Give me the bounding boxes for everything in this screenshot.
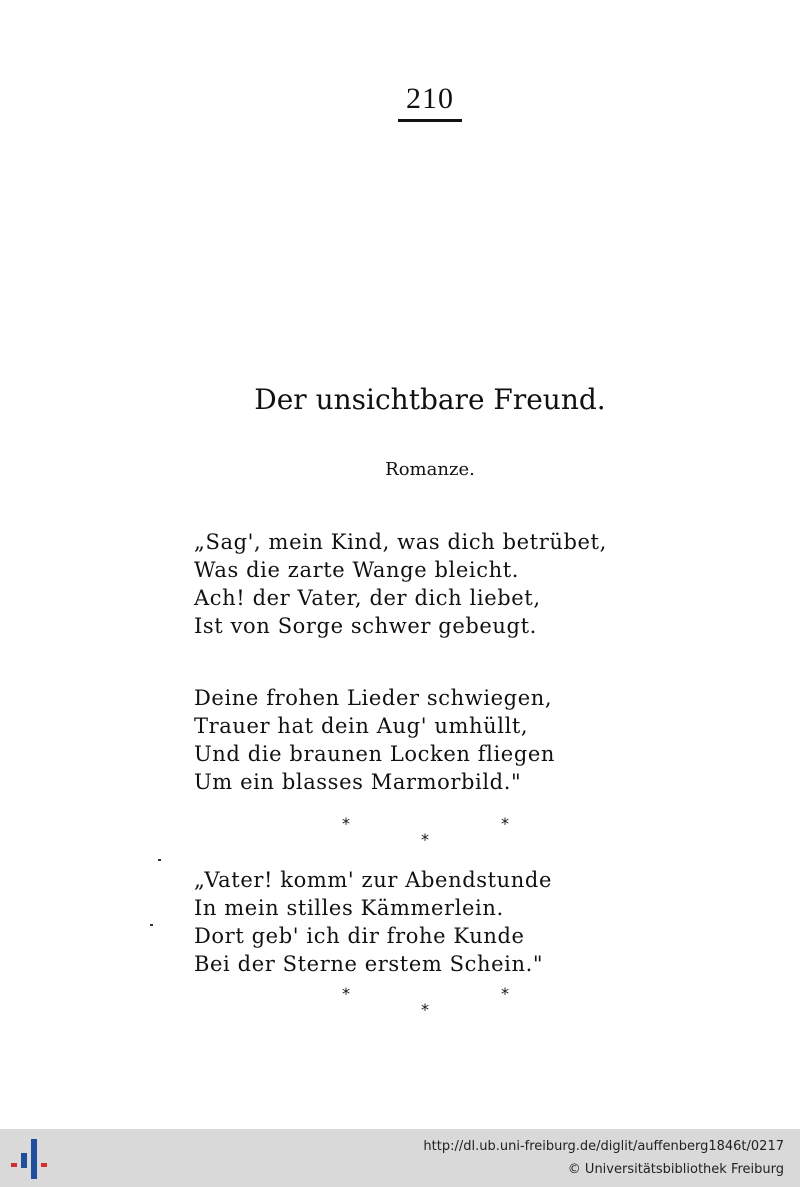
- scan-speck: [150, 924, 153, 926]
- asterism-divider: [330, 816, 530, 856]
- verse-line: Bei der Sterne erstem Schein.": [194, 952, 544, 976]
- verse-line: Und die braunen Locken fliegen: [194, 742, 556, 766]
- scan-speck: [158, 859, 161, 861]
- footer-bar: [0, 1129, 800, 1187]
- asterisk-icon: *: [421, 830, 429, 849]
- asterisk-icon: *: [421, 1000, 429, 1019]
- verse-line: Was die zarte Wange bleicht.: [194, 558, 520, 582]
- permalink-url-link[interactable]: http://dl.ub.uni-freiburg.de/diglit/auffenberg1846t/0217: [423, 1139, 784, 1154]
- verse-line: Ist von Sorge schwer gebeugt.: [194, 614, 537, 638]
- asterisk-icon: *: [342, 984, 350, 1003]
- verse-line: „Sag', mein Kind, was dich betrübet,: [194, 530, 607, 554]
- page-number: 210: [406, 82, 454, 115]
- asterisk-icon: *: [501, 814, 509, 833]
- verse-line: Ach! der Vater, der dich liebet,: [194, 586, 541, 610]
- ub-freiburg-logo-icon: [10, 1138, 50, 1180]
- verse-line: Deine frohen Lieder schwiegen,: [194, 686, 553, 710]
- asterisk-icon: *: [342, 814, 350, 833]
- verse-line: Trauer hat dein Aug' umhüllt,: [194, 714, 529, 738]
- verse-line: In mein stilles Kämmerlein.: [194, 896, 504, 920]
- stanza-1: [194, 528, 634, 640]
- verse-line: „Vater! komm' zur Abendstunde: [194, 868, 552, 892]
- stanza-3: [194, 866, 634, 978]
- copyright-notice: © Universitätsbibliothek Freiburg: [567, 1162, 784, 1177]
- verse-line: Dort geb' ich dir frohe Kunde: [194, 924, 525, 948]
- poem-title: Der unsichtbare Freund.: [254, 383, 606, 416]
- asterism-divider: [330, 986, 530, 1026]
- verse-line: Um ein blasses Marmorbild.": [194, 770, 522, 794]
- poem-subtitle: Romanze.: [385, 459, 475, 480]
- page-number-rule: [398, 119, 462, 122]
- stanza-2: [194, 684, 634, 796]
- asterisk-icon: *: [501, 984, 509, 1003]
